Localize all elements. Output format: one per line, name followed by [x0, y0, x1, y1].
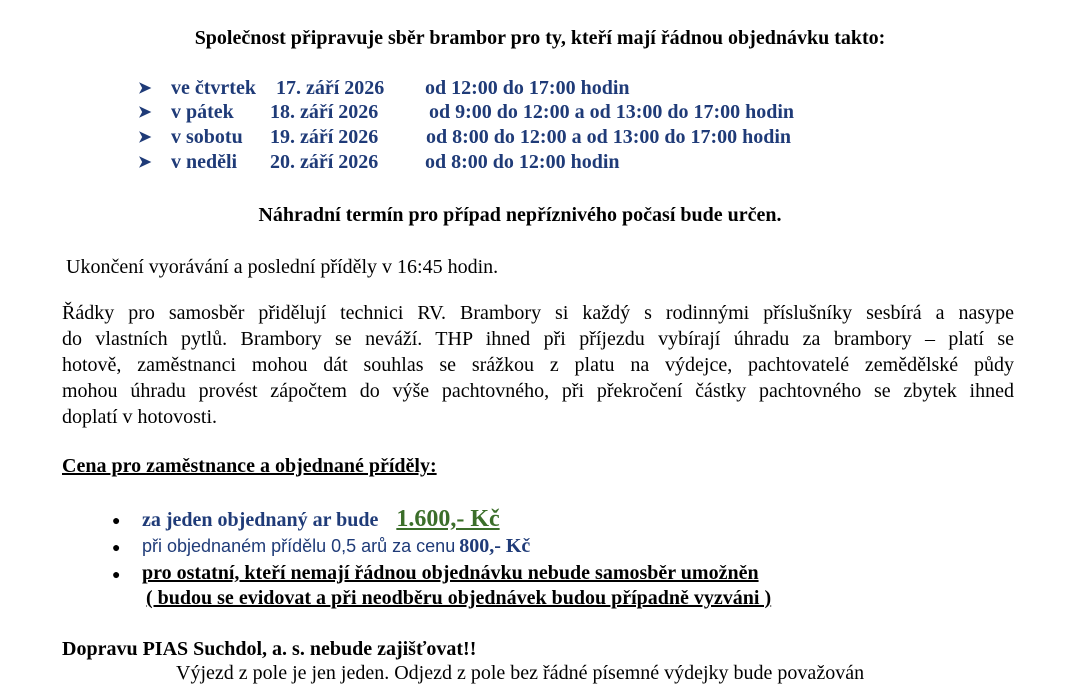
end-time-note: Ukončení vyorávání a poslední příděly v 16:45 hodin.	[66, 256, 499, 278]
schedule-date: 20. září 2026	[270, 151, 379, 173]
price-section-title: Cena pro zaměstnance a objednané příděly:	[62, 455, 437, 477]
schedule-date: 19. září 2026	[270, 126, 379, 148]
arrowhead-bullet-icon: ➤	[138, 129, 152, 146]
price-value: 800,- Kč	[459, 535, 531, 557]
price-item-half-ar	[142, 535, 530, 558]
schedule-time: od 9:00 do 12:00 a od 13:00 do 17:00 hodin	[429, 101, 795, 123]
price-item-text: za jeden objednaný ar bude	[142, 509, 379, 531]
arrowhead-bullet-icon: ➤	[138, 154, 152, 171]
price-value: 1.600,- Kč	[396, 506, 500, 532]
page-heading: Společnost připravuje sběr brambor pro ty, kteří mají řádnou objednávku takto:	[194, 27, 886, 49]
others-note-line1: pro ostatní, kteří nemají řádnou objednávku nebude samosběr umožněn	[142, 562, 759, 584]
schedule-time: od 8:00 do 12:00 a od 13:00 do 17:00 hodin	[426, 126, 792, 148]
schedule-time: od 8:00 do 12:00 hodin	[425, 151, 620, 173]
price-item-text: při objednaném přídělu 0,5 arů za cenu	[142, 536, 456, 556]
schedule-date: 18. září 2026	[270, 101, 379, 123]
transport-note: Dopravu PIAS Suchdol, a. s. nebude zajišťovat!!	[62, 638, 477, 660]
paragraph-line: do vlastních pytlů. Brambory se neváží. THP ihned při příjezdu vybírají úhradu za brambory – platí se	[62, 328, 1014, 350]
schedule-date: 17. září 2026	[276, 77, 385, 99]
instructions-paragraph	[62, 300, 1014, 430]
schedule-day: v sobotu	[171, 126, 243, 148]
price-item-ar	[142, 506, 500, 533]
round-bullet-icon: ●	[112, 541, 121, 556]
arrowhead-bullet-icon: ➤	[138, 104, 152, 121]
schedule-day: ve čtvrtek	[171, 77, 256, 99]
paragraph-line: Řádky pro samosběr přidělují technici RV. Brambory si každý s rodinnými příslušníky sesbírá a nasype	[62, 302, 1014, 324]
schedule-day: v neděli	[171, 151, 238, 173]
exit-note-partial: Výjezd z pole je jen jeden. Odjezd z pole bez řádné písemné výdejky bude považován	[176, 662, 865, 684]
paragraph-line: doplatí v hotovosti.	[62, 406, 217, 428]
round-bullet-icon: ●	[112, 514, 121, 529]
paragraph-line: hotově, zaměstnanci mohou dát souhlas se srážkou z platu na výdejce, pachtovatelé zemědělské půdy	[62, 354, 1014, 376]
weather-notice: Náhradní termín pro případ nepříznivého počasí bude určen.	[258, 204, 782, 226]
schedule-day: v pátek	[171, 101, 234, 123]
paragraph-line: mohou úhradu provést zápočtem do výše pachtovného, při překročení částky pachtovného se zbytek ihned	[62, 380, 1014, 402]
arrowhead-bullet-icon: ➤	[138, 80, 152, 97]
others-note-line2: ( budou se evidovat a při neodběru objednávek budou případně vyzváni )	[146, 587, 772, 609]
schedule-time: od 12:00 do 17:00 hodin	[425, 77, 630, 99]
round-bullet-icon: ●	[112, 568, 121, 583]
